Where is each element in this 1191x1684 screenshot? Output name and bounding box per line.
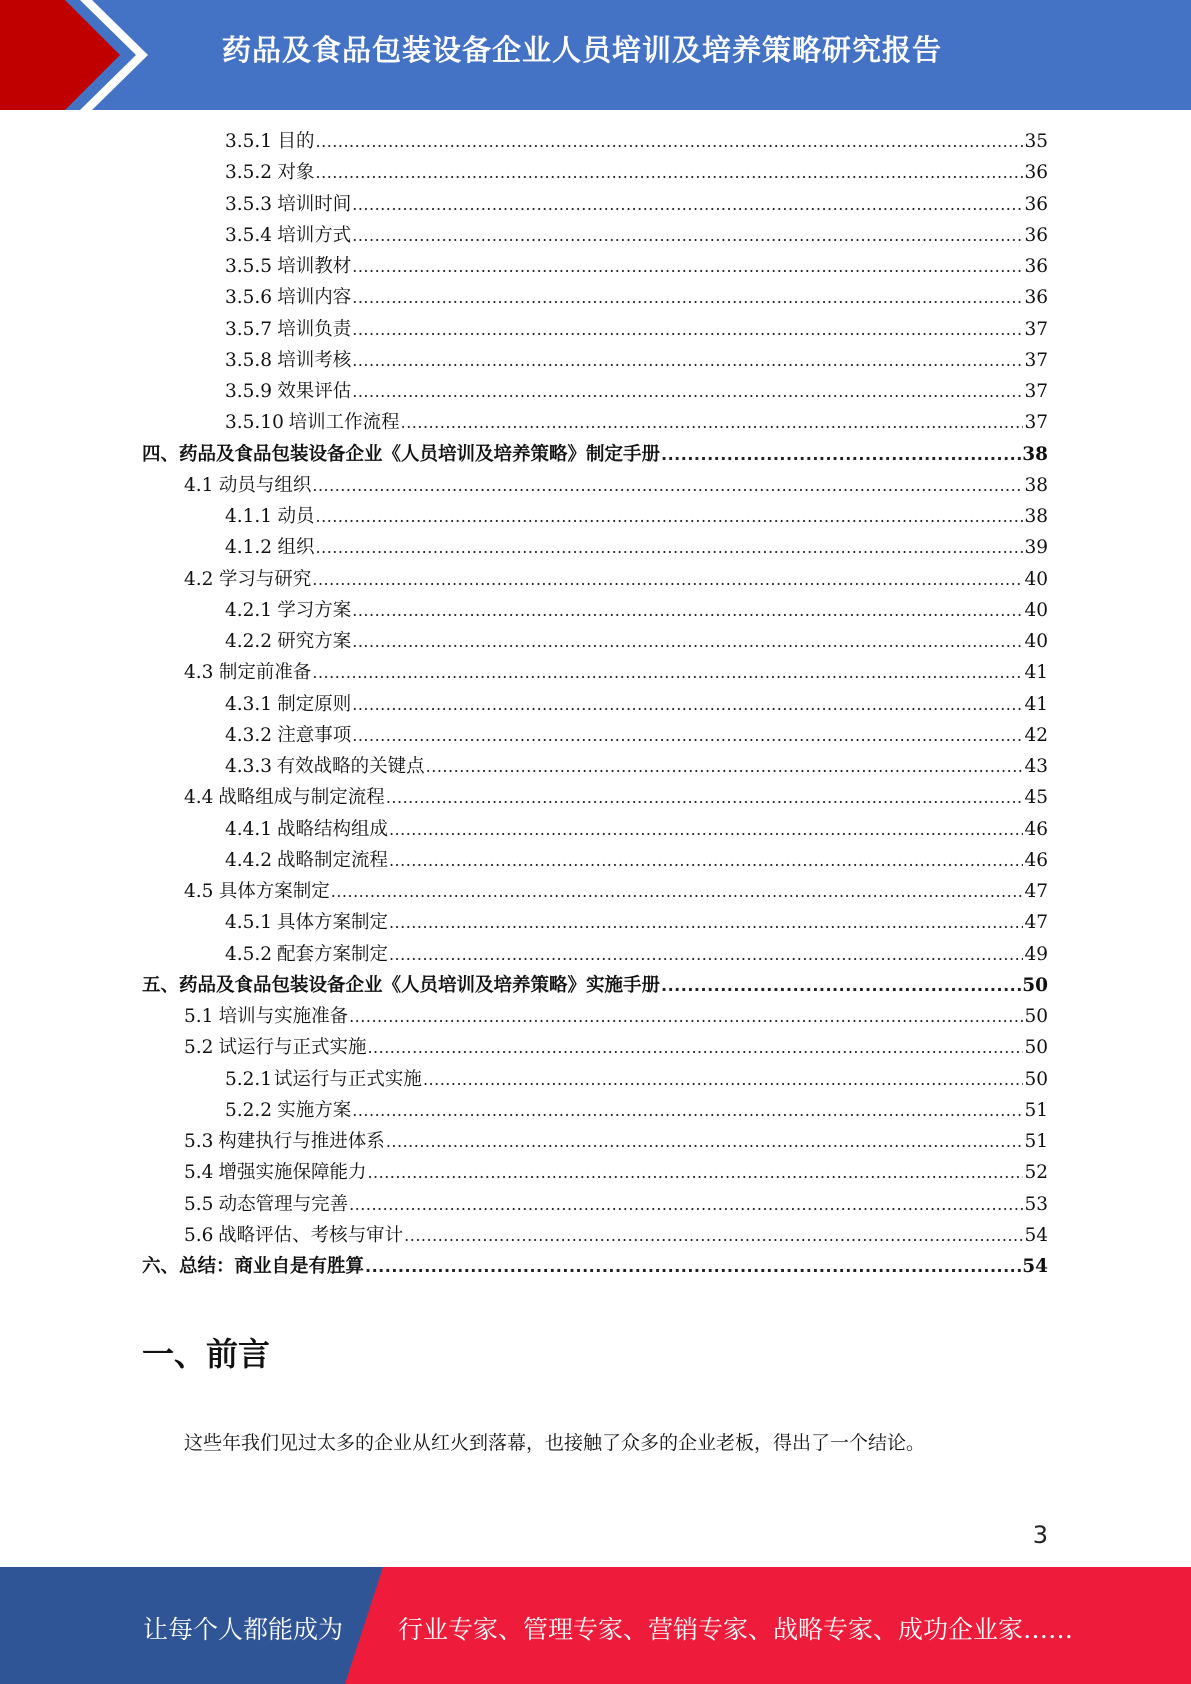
toc-dot-leader (367, 1032, 1023, 1063)
toc-dot-leader (316, 532, 1024, 563)
toc-entry-number: 4.4 (184, 787, 214, 809)
toc-entry-page: 38 (1024, 474, 1048, 496)
toc-dot-leader (331, 876, 1024, 907)
toc-entry-number: 5.2.2 (225, 1099, 273, 1121)
toc-entry[interactable] (184, 657, 1048, 688)
toc-dot-leader (365, 1251, 1021, 1282)
toc-dot-leader (352, 220, 1023, 251)
toc-entry-number: 4.1 (184, 474, 214, 496)
toc-entry-title: 构建执行与推进体系 (218, 1131, 385, 1152)
toc-entry-title: 增强实施保障能力 (218, 1162, 367, 1184)
toc-entry-number: 4.3.2 (225, 724, 273, 746)
toc-entry-number: 4.2.2 (225, 631, 273, 652)
toc-entry[interactable] (184, 876, 1048, 907)
toc-entry-page: 43 (1024, 756, 1048, 777)
toc-entry-title: 六、总结：商业自是有胜算 (142, 1256, 365, 1277)
toc-entry-number: 3.5.5 (225, 256, 273, 277)
toc-dot-leader (352, 345, 1023, 376)
toc-entry-page: 37 (1024, 349, 1048, 371)
toc-entry-number: 3.5.9 (225, 381, 273, 402)
toc-entry-title: 研究方案 (277, 631, 352, 652)
toc-entry-title: 战略结构组成 (276, 818, 388, 840)
toc-entry-page: 40 (1024, 599, 1048, 621)
toc-dot-leader (352, 720, 1023, 751)
toc-entry-title: 培训与实施准备 (218, 1006, 349, 1027)
toc-entry-title: 效果评估 (277, 381, 352, 402)
toc-dot-leader (401, 407, 1024, 438)
toc-dot-leader (386, 1126, 1024, 1157)
toc-entry-title: 培训时间 (277, 193, 352, 215)
toc-entry-page: 39 (1024, 537, 1048, 559)
toc-entry[interactable] (225, 157, 1048, 188)
toc-entry-page: 50 (1024, 1068, 1048, 1090)
toc-entry-number: 4.2 (184, 568, 214, 590)
toc-entry-number: 3.5.3 (225, 193, 273, 215)
toc-entry-page: 47 (1024, 881, 1048, 902)
toc-entry-page: 38 (1024, 506, 1048, 527)
toc-dot-leader (316, 501, 1024, 532)
toc-entry-title: 战略制定流程 (276, 849, 388, 871)
toc-entry-title: 目的 (277, 131, 315, 152)
toc-entry-page: 42 (1024, 724, 1048, 746)
toc-dot-leader (312, 564, 1023, 595)
toc-entry-page: 53 (1024, 1193, 1048, 1215)
toc-entry[interactable] (142, 1251, 1048, 1282)
toc-entry[interactable] (225, 939, 1048, 970)
toc-entry-title: 培训工作流程 (288, 412, 400, 434)
toc-entry-page: 41 (1024, 693, 1048, 715)
toc-entry-title: 培训考核 (277, 349, 352, 371)
toc-entry-page: 36 (1024, 224, 1048, 246)
toc-entry-page: 46 (1024, 849, 1048, 871)
toc-entry[interactable] (225, 407, 1048, 438)
toc-dot-leader (352, 1095, 1023, 1126)
toc-entry-title: 培训内容 (277, 287, 352, 309)
toc-entry[interactable] (184, 1126, 1048, 1157)
toc-entry[interactable] (225, 720, 1048, 751)
toc-entry-title: 实施方案 (277, 1099, 352, 1121)
toc-entry-title: 战略评估、考核与审计 (218, 1224, 404, 1246)
toc-entry-page: 51 (1024, 1131, 1048, 1152)
toc-dot-leader (389, 939, 1024, 970)
body-paragraph: 这些年我们见过太多的企业从红火到落幕，也接触了众多的企业老板，得出了一个结论。 (184, 1432, 926, 1454)
toc-dot-leader (386, 782, 1024, 813)
toc-entry-number: 4.1.2 (225, 537, 273, 559)
toc-entry-number: 5.3 (184, 1131, 214, 1152)
toc-entry-number: 3.5.10 (225, 412, 284, 434)
toc-entry[interactable] (225, 189, 1048, 220)
toc-entry-number: 3.5.2 (225, 162, 273, 184)
header-red-arrow-decoration (0, 0, 150, 110)
toc-entry[interactable] (225, 907, 1048, 938)
toc-entry-title: 培训教材 (277, 256, 352, 277)
toc-entry[interactable] (142, 970, 1048, 1001)
toc-entry-title: 动态管理与完善 (218, 1193, 349, 1215)
toc-entry-number: 4.3.1 (225, 693, 273, 715)
page-number: 3 (1032, 1521, 1048, 1549)
toc-entry[interactable] (184, 1157, 1048, 1188)
toc-entry-number: 5.2.1 (225, 1068, 273, 1090)
section-heading: 一、前言 (142, 1335, 271, 1373)
toc-entry[interactable] (225, 1095, 1048, 1126)
toc-dot-leader (349, 1001, 1023, 1032)
toc-entry-page: 50 (1022, 974, 1048, 996)
toc-entry-number: 5.2 (184, 1037, 214, 1059)
page-footer (0, 1567, 1191, 1684)
toc-dot-leader (404, 1220, 1023, 1251)
toc-entry[interactable] (184, 564, 1048, 595)
toc-entry-title: 注意事项 (277, 724, 352, 746)
toc-entry-title: 学习方案 (277, 599, 352, 621)
toc-entry-number: 4.3 (184, 662, 214, 684)
toc-entry[interactable] (225, 845, 1048, 876)
toc-dot-leader (352, 314, 1023, 345)
toc-entry[interactable] (225, 251, 1048, 282)
toc-entry-title: 动员 (277, 506, 315, 527)
toc-entry-title: 具体方案制定 (218, 881, 330, 902)
toc-entry-page: 37 (1024, 381, 1048, 402)
toc-dot-leader (352, 251, 1023, 282)
toc-entry-number: 4.3.3 (225, 756, 273, 777)
toc-entry[interactable] (184, 470, 1048, 501)
toc-entry-title: 制定前准备 (218, 662, 312, 684)
report-title: 药品及食品包装设备企业人员培训及培养策略研究报告 (222, 33, 943, 67)
toc-dot-leader (661, 439, 1021, 470)
toc-dot-leader (352, 626, 1023, 657)
toc-entry-page: 38 (1022, 443, 1048, 465)
footer-slogan-right: 行业专家、管理专家、营销专家、战略专家、成功企业家…… (398, 1615, 1074, 1644)
toc-entry[interactable] (184, 1032, 1048, 1063)
toc-entry-page: 36 (1024, 162, 1048, 184)
toc-entry-number: 5.6 (184, 1224, 214, 1246)
toc-dot-leader (426, 751, 1024, 782)
toc-entry-page: 36 (1024, 256, 1048, 277)
toc-dot-leader (389, 907, 1024, 938)
toc-entry-page: 54 (1024, 1224, 1048, 1246)
toc-entry-number: 4.4.2 (225, 849, 273, 871)
toc-entry-title: 制定原则 (277, 693, 352, 715)
toc-dot-leader (349, 1189, 1023, 1220)
toc-entry-page: 54 (1022, 1256, 1048, 1277)
toc-entry[interactable] (225, 814, 1048, 845)
toc-entry-page: 49 (1024, 943, 1048, 965)
toc-entry-page: 41 (1024, 662, 1048, 684)
toc-entry-number: 4.5 (184, 881, 214, 902)
toc-entry-number: 3.5.4 (225, 224, 273, 246)
toc-entry-title: 五、药品及食品包装设备企业《人员培训及培养策略》实施手册 (142, 974, 661, 996)
toc-entry-page: 45 (1024, 787, 1048, 809)
toc-entry-page: 36 (1024, 287, 1048, 309)
toc-entry-number: 4.4.1 (225, 818, 273, 840)
toc-dot-leader (661, 970, 1021, 1001)
toc-entry-page: 40 (1024, 631, 1048, 652)
footer-slogan-left: 让每个人都能成为 (143, 1615, 344, 1644)
toc-dot-leader (316, 126, 1024, 157)
toc-entry[interactable] (225, 376, 1048, 407)
toc-entry-title: 有效战略的关键点 (276, 756, 425, 777)
toc-entry-title: 配套方案制定 (276, 943, 388, 965)
toc-entry-title: 战略组成与制定流程 (218, 787, 385, 809)
toc-entry-page: 36 (1024, 193, 1048, 215)
toc-entry-page: 35 (1024, 131, 1048, 152)
toc-entry-page: 47 (1024, 912, 1048, 934)
toc-entry-number: 3.5.8 (225, 349, 273, 371)
toc-entry-title: 四、药品及食品包装设备企业《人员培训及培养策略》制定手册 (142, 443, 661, 465)
toc-entry[interactable] (184, 1220, 1048, 1251)
toc-entry-page: 52 (1024, 1162, 1048, 1184)
toc-entry-page: 37 (1024, 318, 1048, 340)
toc-entry[interactable] (225, 126, 1048, 157)
toc-entry[interactable] (225, 595, 1048, 626)
toc-entry[interactable] (184, 782, 1048, 813)
toc-entry-title: 具体方案制定 (276, 912, 388, 934)
toc-dot-leader (389, 814, 1024, 845)
toc-entry-title: 组织 (277, 537, 315, 559)
toc-entry-number: 5.1 (184, 1006, 214, 1027)
toc-entry[interactable] (225, 282, 1048, 313)
toc-entry[interactable] (184, 1001, 1048, 1032)
toc-entry[interactable] (225, 501, 1048, 532)
toc-dot-leader (312, 470, 1023, 501)
toc-entry[interactable] (225, 345, 1048, 376)
toc-dot-leader (352, 189, 1023, 220)
toc-entry-page: 37 (1024, 412, 1048, 434)
toc-entry[interactable] (225, 220, 1048, 251)
toc-entry[interactable] (142, 439, 1048, 470)
toc-entry[interactable] (225, 314, 1048, 345)
toc-dot-leader (352, 282, 1023, 313)
toc-entry-page: 50 (1024, 1006, 1048, 1027)
toc-entry-title: 试运行与正式实施 (273, 1068, 422, 1090)
toc-entry-number: 3.5.6 (225, 287, 273, 309)
toc-dot-leader (352, 376, 1023, 407)
toc-entry-title: 动员与组织 (218, 474, 312, 496)
toc-entry-number: 3.5.1 (225, 131, 273, 152)
toc-entry-number: 5.5 (184, 1193, 214, 1215)
toc-entry[interactable] (225, 626, 1048, 657)
toc-entry-title: 培训负责 (277, 318, 352, 340)
toc-dot-leader (367, 1157, 1023, 1188)
toc-entry-page: 40 (1024, 568, 1048, 590)
toc-entry[interactable] (225, 751, 1048, 782)
toc-entry-number: 4.1.1 (225, 506, 273, 527)
toc-entry[interactable] (225, 532, 1048, 563)
toc-dot-leader (352, 689, 1023, 720)
toc-entry-number: 4.5.2 (225, 943, 273, 965)
toc-entry-title: 学习与研究 (218, 568, 312, 590)
toc-entry-page: 51 (1024, 1099, 1048, 1121)
toc-entry[interactable] (225, 689, 1048, 720)
toc-dot-leader (312, 657, 1023, 688)
toc-entry-title: 试运行与正式实施 (218, 1037, 367, 1059)
toc-entry-number: 4.2.1 (225, 599, 273, 621)
toc-entry-number: 3.5.7 (225, 318, 273, 340)
toc-entry-number: 4.5.1 (225, 912, 273, 934)
toc-dot-leader (316, 157, 1024, 188)
toc-dot-leader (423, 1064, 1024, 1095)
toc-entry[interactable] (225, 1064, 1048, 1095)
toc-entry-page: 50 (1024, 1037, 1048, 1059)
toc-dot-leader (352, 595, 1023, 626)
toc-entry-page: 46 (1024, 818, 1048, 840)
toc-entry-number: 5.4 (184, 1162, 214, 1184)
toc-dot-leader (389, 845, 1024, 876)
toc-entry-title: 对象 (277, 162, 315, 184)
toc-entry-title: 培训方式 (277, 224, 352, 246)
page-header (0, 0, 1191, 110)
toc-entry[interactable] (184, 1189, 1048, 1220)
